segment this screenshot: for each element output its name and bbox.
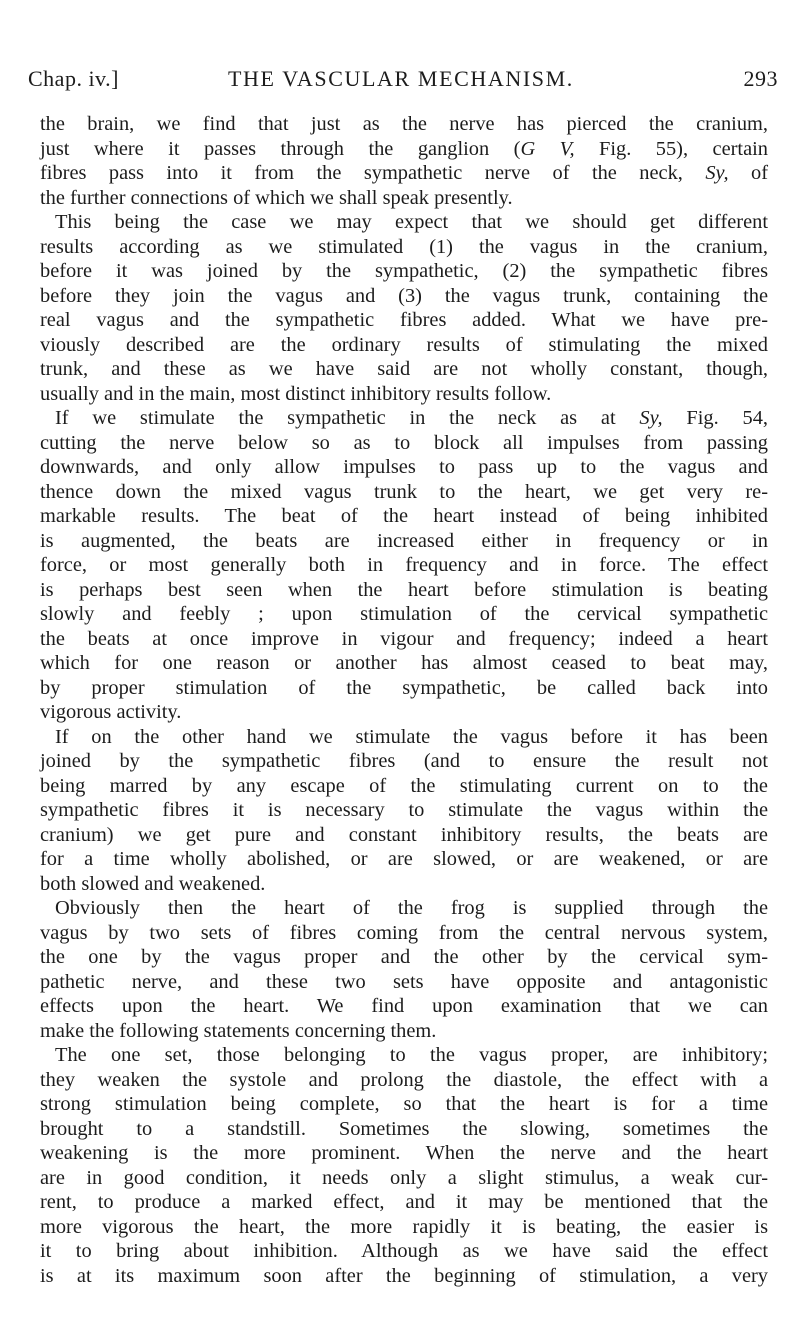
text-line: [40, 455, 768, 480]
line-segment: they weaken the systole and prolong the diastole, the effect with a: [40, 1068, 768, 1091]
text-line: [40, 529, 768, 554]
italic-reference: G V,: [520, 137, 575, 160]
text-line: [40, 308, 768, 333]
line-segment: before they join the vagus and (3) the vagus trunk, containing the: [40, 284, 768, 307]
line-segment: brought to a standstill. Sometimes the slowing, sometimes the: [40, 1117, 768, 1140]
line-segment: cutting the nerve below so as to block all impulses from passing: [40, 431, 768, 454]
text-line: [40, 382, 768, 407]
line-segment: real vagus and the sympathetic fibres added. What we have pre-: [40, 309, 768, 331]
line-segment: downwards, and only allow impulses to pass up to the vagus and: [40, 456, 768, 478]
text-line: [40, 186, 768, 211]
text-line: [40, 578, 768, 603]
line-segment: vigorous activity.: [40, 701, 182, 723]
line-segment: by proper stimulation of the sympathetic, be called back into: [40, 676, 768, 699]
text-line: [40, 774, 768, 799]
text-line: [40, 284, 768, 309]
line-segment: before it was joined by the sympathetic, (2) the sympathetic fibres: [40, 260, 768, 282]
text-line: [40, 847, 768, 872]
body-text: [40, 112, 768, 1288]
text-line: [40, 431, 768, 456]
text-line: [40, 1068, 768, 1093]
text-line: [40, 259, 768, 284]
line-segment: is augmented, the beats are increased either in frequency or in: [40, 529, 768, 552]
running-title: THE VASCULAR MECHANISM.: [228, 66, 574, 91]
line-segment: the beats at once improve in vigour and frequency; indeed a heart: [40, 627, 768, 650]
line-segment: Fig. 54,: [662, 407, 768, 429]
line-segment: effects upon the heart. We find upon examination that we can: [40, 995, 768, 1017]
text-line: [40, 725, 768, 750]
text-line: [40, 1092, 768, 1117]
line-segment: more vigorous the heart, the more rapidly it is beating, the easier is: [40, 1215, 768, 1238]
line-segment: vagus by two sets of fibres coming from the central nervous system,: [40, 921, 768, 944]
line-segment: thence down the mixed vagus trunk to the heart, we get very re-: [40, 480, 768, 503]
line-segment: both slowed and weakened.: [40, 872, 266, 895]
line-segment: trunk, and these as we have said are not wholly constant, though,: [40, 358, 768, 380]
text-line: [40, 627, 768, 652]
line-segment: markable results. The beat of the heart instead of being inhibited: [40, 505, 768, 527]
text-line: [40, 994, 768, 1019]
line-segment: If on the other hand we stimulate the vagus before it has been: [55, 725, 768, 748]
line-segment: the further connections of which we shall speak presently.: [40, 186, 513, 209]
text-line: [40, 1264, 768, 1289]
text-line: [40, 333, 768, 358]
text-line: [40, 406, 768, 431]
line-segment: This being the case we may expect that we should get different: [55, 211, 768, 233]
text-line: [40, 1019, 768, 1044]
text-line: [40, 798, 768, 823]
line-segment: the brain, we find that just as the nerve has pierced the cranium,: [40, 113, 768, 135]
text-line: [40, 1190, 768, 1215]
text-line: [40, 1166, 768, 1191]
line-segment: sympathetic fibres it is necessary to stimulate the vagus within the: [40, 799, 768, 821]
line-segment: which for one reason or another has almost ceased to beat may,: [40, 652, 768, 674]
line-segment: it to bring about inhibition. Although as we have said the effect: [40, 1240, 768, 1262]
line-segment: make the following statements concerning them.: [40, 1019, 437, 1042]
text-line: [40, 896, 768, 921]
text-line: [40, 872, 768, 897]
text-line: [40, 1043, 768, 1068]
text-line: [40, 357, 768, 382]
text-line: [40, 921, 768, 946]
text-line: [40, 210, 768, 235]
line-segment: force, or most generally both in frequency and in force. The effect: [40, 554, 768, 576]
line-segment: fibres pass into it from the sympathetic nerve of the neck,: [40, 162, 706, 184]
line-segment: just where it passes through the ganglion (: [40, 137, 521, 160]
text-line: [40, 112, 768, 137]
text-line: [40, 823, 768, 848]
line-segment: joined by the sympathetic fibres (and to ensure the result not: [40, 750, 768, 772]
line-segment: for a time wholly abolished, or are slowed, or are weakened, or are: [40, 848, 768, 870]
text-line: [40, 504, 768, 529]
chapter-label: Chap. iv.]: [28, 66, 119, 91]
text-line: [40, 1215, 768, 1240]
line-segment: viously described are the ordinary results of stimulating the mixed: [40, 333, 768, 356]
line-segment: the one by the vagus proper and the other by the cervical sym-: [40, 946, 768, 968]
line-segment: slowly and feebly ; upon stimulation of the cervical sympathetic: [40, 603, 768, 625]
line-segment: strong stimulation being complete, so that the heart is for a time: [40, 1093, 768, 1115]
page-number: 293: [743, 66, 778, 91]
italic-reference: Sy,: [705, 162, 729, 184]
text-line: [40, 945, 768, 970]
text-line: [40, 970, 768, 995]
line-segment: usually and in the main, most distinct inhibitory results follow.: [40, 382, 552, 405]
text-line: [40, 1141, 768, 1166]
text-line: [40, 161, 768, 186]
line-segment: being marred by any escape of the stimulating current on to the: [40, 774, 768, 797]
text-line: [40, 1239, 768, 1264]
line-segment: is at its maximum soon after the beginning of stimulation, a very: [40, 1264, 768, 1287]
line-segment: If we stimulate the sympathetic in the neck as at: [55, 407, 640, 429]
text-line: [40, 235, 768, 260]
text-line: [40, 676, 768, 701]
text-line: [40, 700, 768, 725]
line-segment: is perhaps best seen when the heart before stimulation is beating: [40, 578, 768, 601]
line-segment: of: [728, 162, 768, 184]
running-head: [28, 66, 778, 96]
text-line: [40, 602, 768, 627]
italic-reference: Sy,: [639, 407, 663, 429]
line-segment: weakening is the more prominent. When the nerve and the heart: [40, 1142, 768, 1164]
text-line: [40, 480, 768, 505]
line-segment: results according as we stimulated (1) the vagus in the cranium,: [40, 235, 768, 258]
line-segment: The one set, those belonging to the vagus proper, are inhibitory;: [55, 1044, 768, 1066]
text-line: [40, 137, 768, 162]
text-line: [40, 553, 768, 578]
line-segment: cranium) we get pure and constant inhibitory results, the beats are: [40, 823, 768, 846]
text-line: [40, 749, 768, 774]
text-line: [40, 651, 768, 676]
line-segment: Fig. 55), certain: [574, 137, 768, 160]
line-segment: Obviously then the heart of the frog is supplied through the: [55, 897, 768, 919]
line-segment: rent, to produce a marked effect, and it may be mentioned that the: [40, 1191, 768, 1213]
text-line: [40, 1117, 768, 1142]
line-segment: pathetic nerve, and these two sets have opposite and antagonistic: [40, 970, 768, 993]
line-segment: are in good condition, it needs only a slight stimulus, a weak cur-: [40, 1166, 768, 1189]
